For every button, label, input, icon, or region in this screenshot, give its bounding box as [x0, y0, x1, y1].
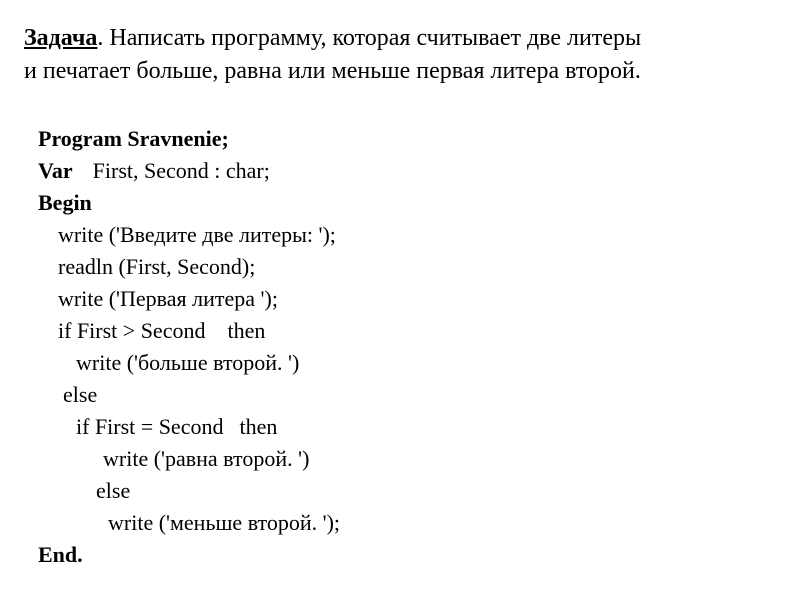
code-line-write-first [38, 283, 340, 315]
task-text-line-1: . Написать программу, которая считывает две литеры [97, 25, 642, 51]
task-label: Задача [24, 25, 98, 51]
then-keyword-1: then [227, 318, 266, 343]
write-first-statement: write ('Первая литера '); [58, 286, 278, 311]
code-line-write-equal [38, 443, 340, 475]
code-line-write-less [38, 507, 340, 539]
then-keyword-2: then [239, 414, 278, 439]
var-declaration: First, Second : char; [92, 158, 270, 183]
code-line-if-greater [38, 315, 340, 347]
code-line-end [38, 539, 340, 571]
program-header: Program Sravnenie; [38, 126, 229, 151]
write-less-statement: write ('меньше второй. '); [108, 510, 341, 535]
begin-keyword: Begin [38, 190, 92, 215]
code-line-program [38, 123, 340, 155]
var-keyword: Var [38, 158, 73, 183]
code-line-else-2 [38, 475, 340, 507]
write-prompt-statement: write ('Введите две литеры: '); [58, 222, 336, 247]
code-line-readln [38, 251, 340, 283]
else-keyword-2: else [96, 478, 131, 503]
code-line-write-prompt [38, 219, 340, 251]
if-equal-condition: if First = Second [76, 414, 224, 439]
code-line-begin [38, 187, 340, 219]
task-text-line-2: и печатает больше, равна или меньше первая литера второй. [24, 58, 641, 84]
code-listing [38, 123, 340, 571]
code-line-write-greater [38, 347, 340, 379]
else-keyword-1: else [63, 382, 98, 407]
if-greater-condition: if First > Second [58, 318, 206, 343]
write-equal-statement: write ('равна второй. ') [103, 446, 310, 471]
code-line-else-1 [38, 379, 340, 411]
code-line-var [38, 155, 340, 187]
task-line-1 [24, 22, 784, 55]
readln-statement: readln (First, Second); [58, 254, 256, 279]
task-statement [24, 22, 784, 88]
code-line-if-equal [38, 411, 340, 443]
write-greater-statement: write ('больше второй. ') [76, 350, 300, 375]
end-keyword: End. [38, 542, 83, 567]
